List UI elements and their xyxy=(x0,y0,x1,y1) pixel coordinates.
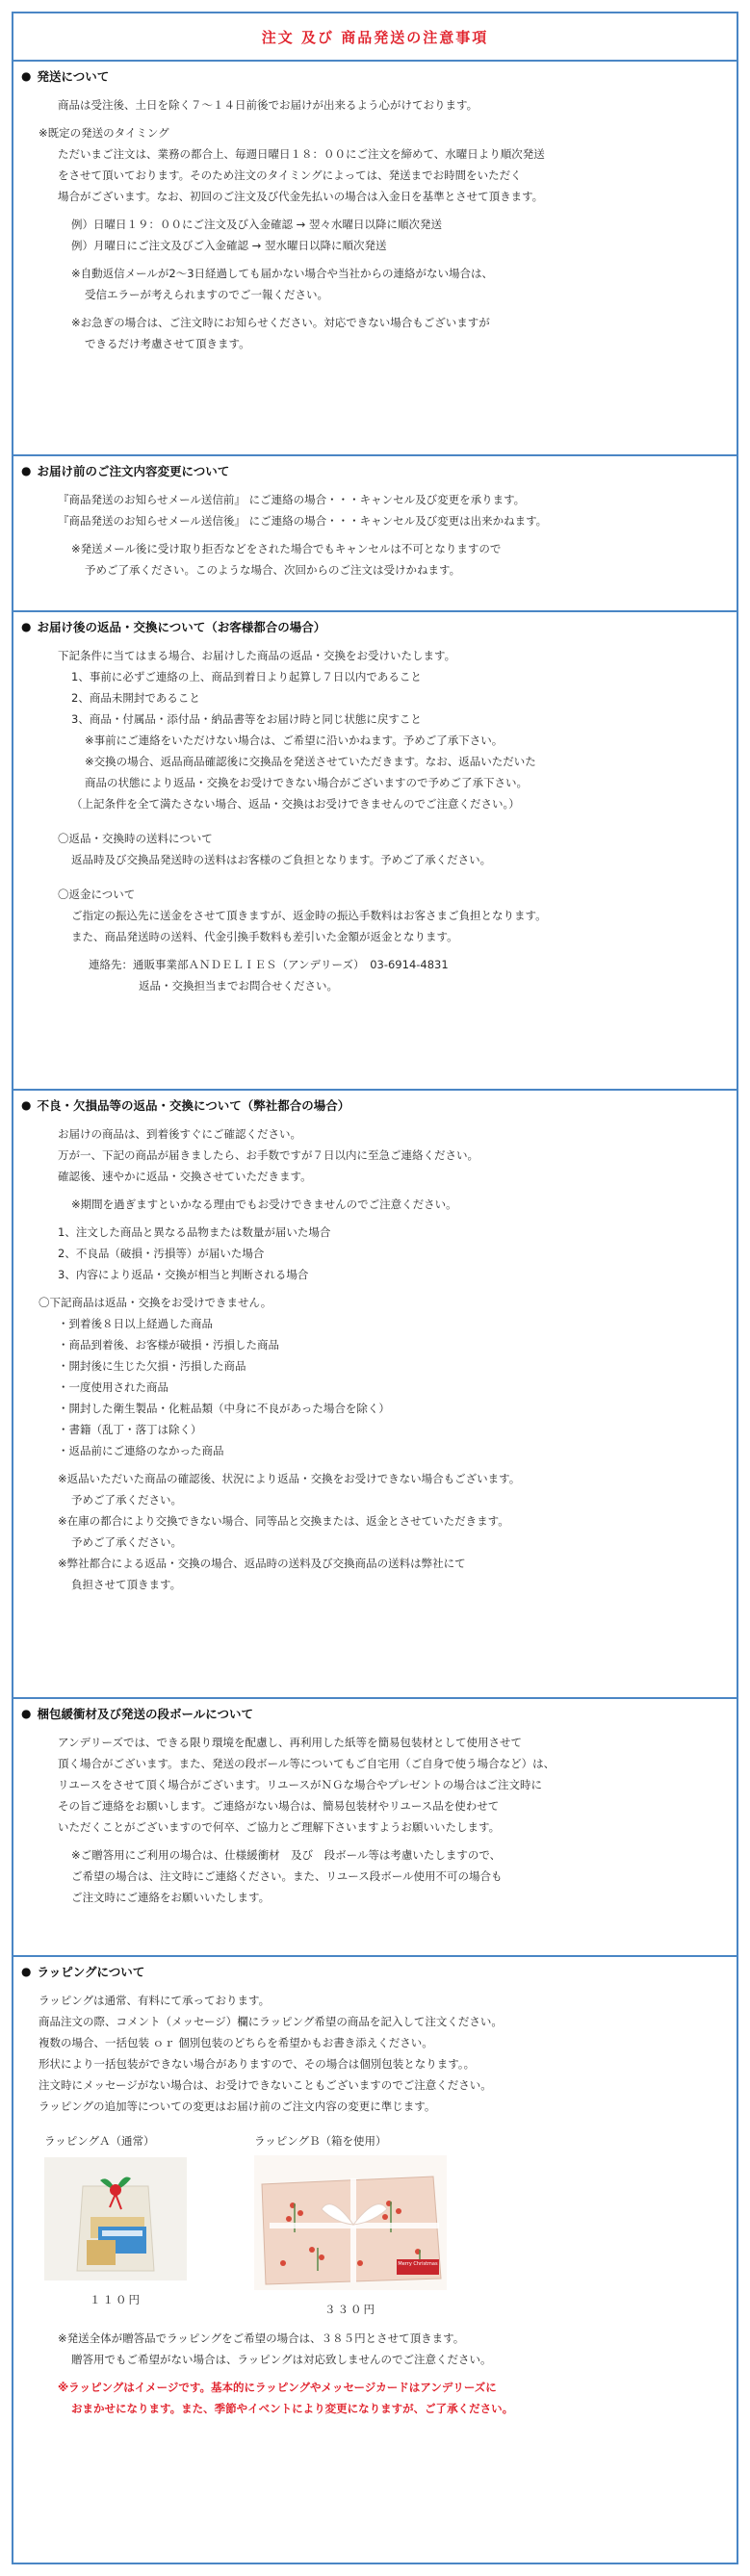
text-line: ご希望の場合は、注文時にご連絡ください。また、リユース段ボール使用不可の場合も xyxy=(71,1869,503,1883)
notice-page xyxy=(12,12,738,2564)
text-line: 形状により一括包装ができない場合がありますので、その場合は個別包装となります。。 xyxy=(39,2057,476,2071)
bullet-icon: ● xyxy=(21,1965,32,1978)
text-line: 『商品発送のお知らせメール送信前』 にご連絡の場合・・・キャンセル及び変更を承ります。 xyxy=(58,493,526,506)
text-line: ※ご贈答用にご利用の場合は、仕様緩衝材 及び 段ボール等は考慮いたしますので、 xyxy=(71,1848,502,1862)
text-line: 予めご了承ください。 xyxy=(71,1535,182,1549)
text-line: ※発送メール後に受け取り拒否などをされた場合でもキャンセルは不可となりますので xyxy=(71,542,502,555)
text-line: ※発送全体が贈答品でラッピングをご希望の場合は、３８５円とさせて頂きます。 xyxy=(58,2331,465,2345)
wrapping-b-photo xyxy=(254,2155,447,2290)
text-line: 場合がございます。なお、初回のご注文及び代金先払いの場合は入金日を基準とさせて頂きます。 xyxy=(58,190,544,203)
text-line: 予めご了承ください。このような場合、次回からのご注文は受けかねます。 xyxy=(85,563,461,577)
text-line: 予めご了承ください。 xyxy=(71,1493,182,1507)
text-line: 確認後、速やかに返品・交換させていただきます。 xyxy=(58,1170,312,1183)
text-line: また、商品発送時の送料、代金引換手数料も差引いた金額が返金となります。 xyxy=(71,930,458,943)
section-heading xyxy=(21,1705,729,1722)
text-line: 商品は受注後、土日を除く７～１４日前後でお届けが出来るよう心がけております。 xyxy=(58,98,478,112)
text-line: ※返品いただいた商品の確認後、状況により返品・交換をお受けできない場合もございます。 xyxy=(58,1472,521,1485)
text-line: ※交換の場合、返品商品確認後に交換品を発送させていただきます。なお、返品いただいた xyxy=(85,755,536,768)
card-text: Merry Christmas xyxy=(398,2261,438,2267)
text-line: ラッピングは通常、有料にて承っております。 xyxy=(39,1994,271,2007)
text-line: をさせて頂いております。そのため注文のタイミングによっては、発送までお時間をいただく xyxy=(58,168,522,182)
text-line: 2、不良品（破損・汚損等）が届いた場合 xyxy=(58,1247,265,1260)
text-line: ただいまご注文は、業務の都合上、毎週日曜日１８：００にご注文を締めて、水曜日より順次発送 xyxy=(58,147,545,161)
section-return-customer xyxy=(13,612,737,1091)
section-heading xyxy=(21,462,729,479)
section-shipping xyxy=(13,62,737,456)
text-line: 〇返品・交換時の送料について xyxy=(58,832,213,845)
list-item: ・一度使用された商品 xyxy=(58,1380,168,1394)
text-line: ※期間を過ぎますといかなる理由でもお受けできませんのでご注意ください。 xyxy=(71,1198,457,1211)
bullet-icon: ● xyxy=(21,1707,32,1720)
text-line: 複数の場合、一括包装 ｏｒ 個別包装のどちらを希望かもお書き添えください。 xyxy=(39,2036,433,2049)
list-item: ・開封した衛生製品・化粧品類（中身に不良があった場合を除く） xyxy=(58,1402,390,1415)
red-note: おまかせになります。また、季節やイベントにより変更になりますが、ご了承ください。 xyxy=(71,2402,514,2415)
text-line: 『商品発送のお知らせメール送信後』 にご連絡の場合・・・キャンセル及び変更は出来かねます。 xyxy=(58,514,548,528)
list-item: ・返品前にご連絡のなかった商品 xyxy=(58,1444,224,1457)
red-note: ※ラッピングはイメージです。基本的にラッピングやメッセージカードはアンデリーズに xyxy=(58,2381,497,2394)
option-label: ラッピングＡ（通常） xyxy=(44,2134,155,2148)
section-heading xyxy=(21,1096,729,1114)
text-line: ※既定の発送のタイミング xyxy=(39,126,169,140)
text-line: いただくことがございますので何卒、ご協力とご理解下さいますようお願いいたします。 xyxy=(58,1820,501,1834)
text-line: 贈答用でもご希望がない場合は、ラッピングは対応致しませんのでご注意ください。 xyxy=(71,2353,492,2366)
text-line: 〇返金について xyxy=(58,888,136,901)
option-label: ラッピングＢ（箱を使用） xyxy=(254,2134,387,2148)
heading-text: お届け前のご注文内容変更について xyxy=(37,464,230,478)
text-line: その旨ご連絡をお願いします。ご連絡がない場合は、簡易包装材やリユース品を使わせて xyxy=(58,1799,500,1813)
text-line: 2、商品未開封であること xyxy=(71,691,200,705)
text-line: 万が一、下記の商品が届きましたら、お手数ですが７日以内に至急ご連絡ください。 xyxy=(58,1148,478,1162)
bullet-icon: ● xyxy=(21,69,32,83)
text-line: 例）月曜日にご注文及びご入金確認 → 翌水曜日以降に順次発送 xyxy=(71,239,387,252)
section-packaging xyxy=(13,1699,737,1957)
text-line: ※弊社都合による返品・交換の場合、返品時の送料及び交換商品の送料は弊社にて xyxy=(58,1557,466,1570)
price-label: ３３０円 xyxy=(324,2303,376,2316)
list-item: ・書籍（乱丁・落丁は除く） xyxy=(58,1423,202,1436)
text-line: 商品注文の際、コメント（メッセージ）欄にラッピング希望の商品を記入して注文ください。 xyxy=(39,2015,503,2028)
text-line: ご注文時にご連絡をお願いいたします。 xyxy=(71,1891,271,1904)
text-line: ※お急ぎの場合は、ご注文時にお知らせください。対応できない場合もございますが xyxy=(71,316,490,329)
price-label: １１０円 xyxy=(90,2293,142,2306)
wrapping-option-a xyxy=(44,2130,187,2321)
heading-text: ラッピングについて xyxy=(37,1965,145,1979)
wrapping-option-b xyxy=(254,2130,447,2321)
list-item: ・到着後８日以上経過した商品 xyxy=(58,1317,213,1330)
text-line: 〇下記商品は返品・交換をお受けできません。 xyxy=(39,1296,272,1309)
text-line: 受信エラーが考えられますのでご一報ください。 xyxy=(85,288,328,301)
heading-text: 不良・欠損品等の返品・交換について（弊社都合の場合） xyxy=(37,1098,350,1113)
section-order-change xyxy=(13,456,737,612)
text-line: ラッピングの追加等についての変更はお届け前のご注文内容の変更に準じます。 xyxy=(39,2099,436,2113)
wrapping-a-photo xyxy=(44,2157,187,2280)
wrapping-options xyxy=(21,2130,729,2321)
gift-box-illustration xyxy=(254,2155,447,2290)
text-line: ご指定の振込先に送金をさせて頂きますが、返金時の振込手数料はお客さまご負担となります。 xyxy=(71,909,547,922)
section-heading xyxy=(21,1963,729,1980)
text-line: 1、注文した商品と異なる品物または数量が届いた場合 xyxy=(58,1225,331,1239)
heading-text: 梱包緩衝材及び発送の段ボールについて xyxy=(37,1707,253,1721)
gift-bag-illustration xyxy=(44,2157,187,2280)
text-line: できるだけ考慮させて頂きます。 xyxy=(85,337,250,350)
heading-text: お届け後の返品・交換について（お客様都合の場合） xyxy=(37,620,326,634)
text-line: アンデリーズでは、できる限り環境を配慮し、再利用した紙等を簡易包装材として使用させて xyxy=(58,1736,522,1749)
text-line: 頂く場合がございます。また、発送の段ボール等についてもご自宅用（ご自身で使う場合など）は、 xyxy=(58,1757,556,1770)
bullet-icon: ● xyxy=(21,464,32,477)
section-return-defect xyxy=(13,1091,737,1699)
text-line: ※自動返信メールが2～3日経過しても届かない場合や当社からの連絡がない場合は、 xyxy=(71,267,494,280)
heading-text: 発送について xyxy=(37,69,110,84)
text-line: ※事前にご連絡をいただけない場合は、ご希望に沿いかねます。予めご了承下さい。 xyxy=(85,734,504,747)
text-line: 商品の状態により返品・交換をお受けできない場合がございますので予めご了承下さい。 xyxy=(85,776,528,789)
section-heading xyxy=(21,67,729,85)
text-line: 返品時及び交換品発送時の送料はお客様のご負担となります。予めご了承ください。 xyxy=(71,853,492,866)
contact-line: 連絡先：通販事業部ＡＮＤＥＬＩＥＳ（アンデリーズ） 03-6914-4831 xyxy=(89,958,449,971)
section-heading xyxy=(21,618,729,635)
text-line: ※在庫の都合により交換できない場合、同等品と交換または、返金とさせていただきます。 xyxy=(58,1514,509,1528)
text-line: 負担させて頂きます。 xyxy=(71,1578,182,1591)
text-line: 3、商品・付属品・添付品・納品書等をお届け時と同じ状態に戻すこと xyxy=(71,712,422,726)
bullet-icon: ● xyxy=(21,620,32,633)
text-line: 下記条件に当てはまる場合、お届けした商品の返品・交換をお受けいたします。 xyxy=(58,649,456,662)
text-line: 例）日曜日１９：００にご注文及び入金確認 → 翌々水曜日以降に順次発送 xyxy=(71,218,442,231)
text-line: リユースをさせて頂く場合がございます。リユースがＮＧな場合やプレゼントの場合はご注文時に xyxy=(58,1778,543,1791)
list-item: ・開封後に生じた欠損・汚損した商品 xyxy=(58,1359,246,1373)
bullet-icon: ● xyxy=(21,1098,32,1112)
text-line: 3、内容により返品・交換が相当と判断される場合 xyxy=(58,1268,309,1281)
section-wrapping xyxy=(13,1957,737,2429)
text-line: （上記条件を全て満たさない場合、返品・交換はお受けできませんのでご注意ください。） xyxy=(71,797,520,811)
text-line: 1、事前に必ずご連絡の上、商品到着日より起算し７日以内であること xyxy=(71,670,422,683)
contact-line: 返品・交換担当までお問合せください。 xyxy=(139,979,338,992)
page-title: 注文 及び 商品発送の注意事項 xyxy=(13,13,737,62)
list-item: ・商品到着後、お客様が破損・汚損した商品 xyxy=(58,1338,279,1352)
text-line: お届けの商品は、到着後すぐにご確認ください。 xyxy=(58,1127,301,1141)
text-line: 注文時にメッセージがない場合は、お受けできないこともございますのでご注意ください。 xyxy=(39,2078,492,2092)
